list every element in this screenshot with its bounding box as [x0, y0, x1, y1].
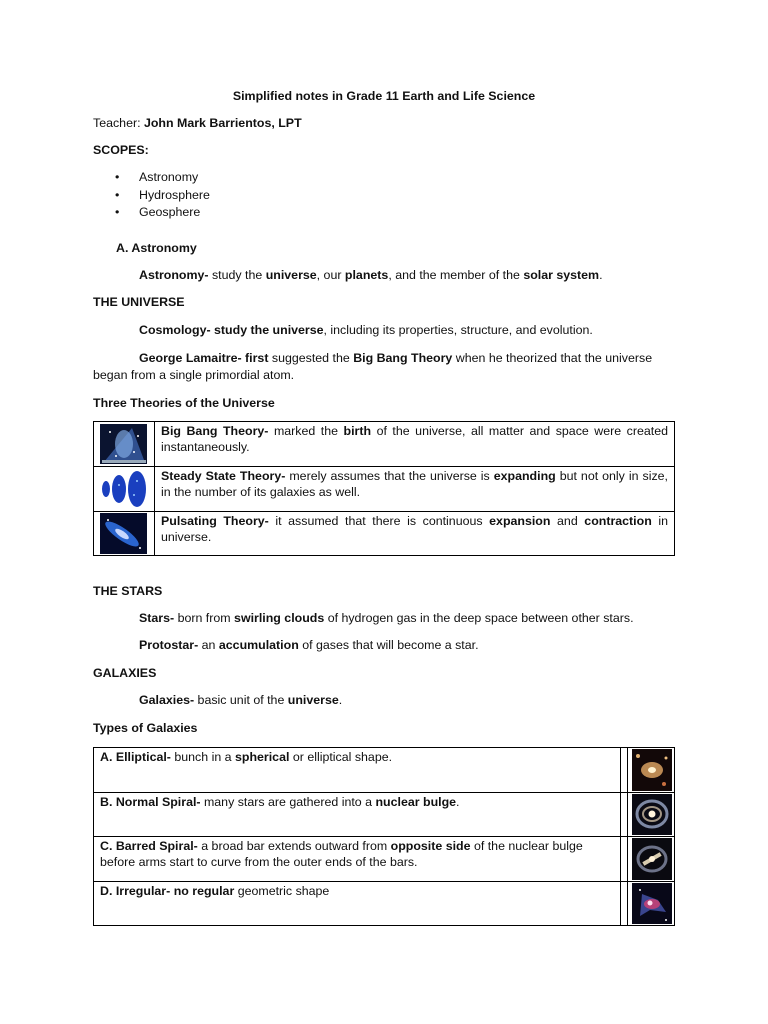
pulsating-image	[94, 512, 154, 555]
barred-spiral-galaxy-image	[628, 837, 674, 881]
elliptical-description: A. Elliptical- bunch in a spherical or elliptical shape.	[94, 748, 621, 793]
steady-state-image-cell	[94, 467, 155, 512]
pulsating-image-cell	[94, 512, 155, 556]
galaxy-types-table	[93, 747, 675, 926]
elliptical-image-cell	[628, 748, 675, 793]
scopes-heading: SCOPES:	[93, 143, 149, 157]
scope-item-hydrosphere: • Hydrosphere	[93, 187, 210, 205]
elliptical-galaxy-image	[628, 748, 674, 792]
normal-spiral-image-cell	[628, 793, 675, 837]
irregular-image-cell	[628, 882, 675, 926]
astronomy-definition: Astronomy- study the universe, our planets, and the member of the solar system.	[139, 268, 603, 282]
astronomy-heading: A. Astronomy	[116, 241, 197, 255]
galaxies-heading: GALAXIES	[93, 666, 157, 680]
protostar-definition: Protostar- an accumulation of gases that will become a star.	[139, 638, 479, 652]
theories-heading: Three Theories of the Universe	[93, 396, 275, 410]
big-bang-image-cell	[94, 422, 155, 467]
stars-heading: THE STARS	[93, 584, 163, 598]
theory-row	[94, 512, 675, 556]
universe-heading: THE UNIVERSE	[93, 295, 185, 309]
galaxies-definition: Galaxies- basic unit of the universe.	[139, 693, 343, 707]
irregular-galaxy-image	[628, 882, 674, 925]
galaxy-row	[94, 837, 675, 882]
teacher-name: John Mark Barrientos, LPT	[143, 116, 302, 130]
pulsating-description: Pulsating Theory- it assumed that there is continuous expansion and contraction in universe.	[155, 512, 675, 556]
barred-spiral-image-cell	[628, 837, 675, 882]
teacher-label: Teacher:	[93, 116, 144, 130]
galaxy-types-heading: Types of Galaxies	[93, 721, 198, 735]
scope-item-geosphere: • Geosphere	[93, 204, 210, 222]
big-bang-image	[94, 422, 154, 466]
galaxy-row	[94, 748, 675, 793]
document-title: Simplified notes in Grade 11 Earth and Life Science	[232, 89, 536, 103]
galaxy-row	[94, 793, 675, 837]
scopes-list	[93, 169, 210, 222]
stars-definition: Stars- born from swirling clouds of hydrogen gas in the deep space between other stars.	[139, 611, 634, 625]
big-bang-description: Big Bang Theory- marked the birth of the universe, all matter and space were created instantaneously.	[155, 422, 675, 467]
scope-item-astronomy: • Astronomy	[93, 169, 210, 187]
irregular-description: D. Irregular- no regular geometric shape	[94, 882, 621, 926]
normal-spiral-description: B. Normal Spiral- many stars are gathered into a nuclear bulge.	[94, 793, 621, 837]
lemaitre-paragraph-line1: George Lamaitre- first suggested the Big Bang Theory when he theorized that the universe	[139, 351, 653, 365]
lemaitre-paragraph-line2: began from a single primordial atom.	[93, 368, 295, 382]
steady-state-description: Steady State Theory- merely assumes that the universe is expanding but not only in size, in the number of its galaxies as well.	[155, 467, 675, 512]
galaxy-row	[94, 882, 675, 926]
normal-spiral-galaxy-image	[628, 793, 674, 836]
theories-table	[93, 421, 675, 556]
theory-row	[94, 467, 675, 512]
barred-spiral-description: C. Barred Spiral- a broad bar extends outward from opposite side of the nuclear bulge before arms start to curve from the outer ends of the bars.	[94, 837, 621, 882]
theory-row	[94, 422, 675, 467]
teacher-line	[93, 115, 302, 131]
steady-state-image	[94, 467, 154, 511]
cosmology-definition: Cosmology- study the universe, including its properties, structure, and evolution.	[139, 323, 593, 337]
